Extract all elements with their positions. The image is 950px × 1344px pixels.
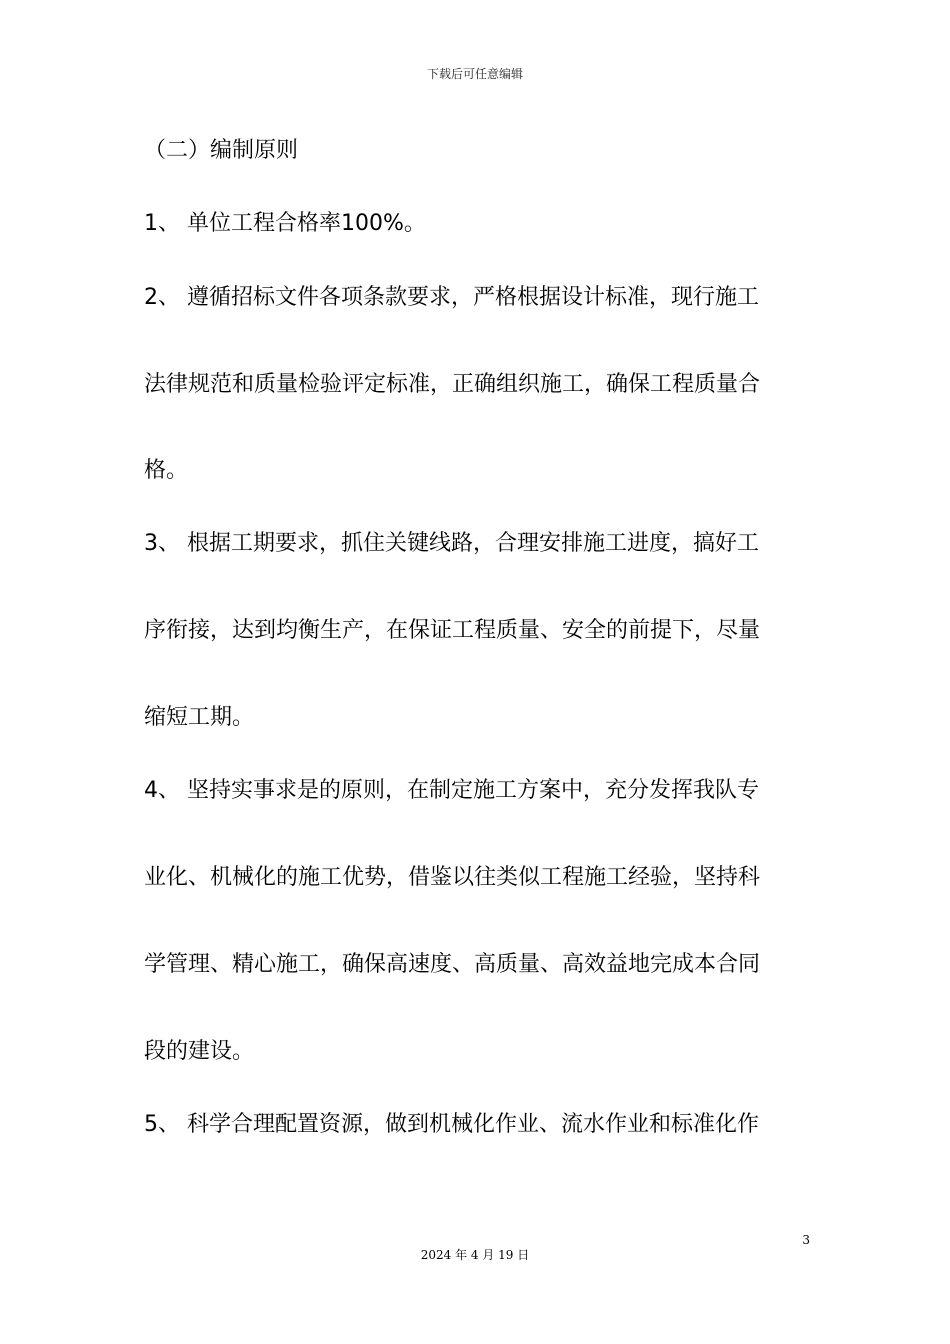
list-item-1: 1、 单位工程合格率100%。 <box>144 211 426 236</box>
list-item-2-line-3: 格。 <box>144 458 189 483</box>
list-item-3-line-3: 缩短工期。 <box>144 705 255 730</box>
list-item-4-line-3: 学管理、精心施工，确保高速度、高质量、高效益地完成本合同 <box>144 952 761 977</box>
list-item-3-line-1: 3、 根据工期要求，抓住关键线路，合理安排施工进度，搞好工 <box>144 531 759 556</box>
list-item-5-line-1: 5、 科学合理配置资源，做到机械化作业、流水作业和标准化作 <box>144 1112 759 1137</box>
section-heading: （二）编制原则 <box>144 138 299 163</box>
list-item-4-line-1: 4、 坚持实事求是的原则，在制定施工方案中，充分发挥我队专 <box>144 778 759 803</box>
page-header: 下载后可任意编辑 <box>426 67 523 81</box>
footer-date: 2024 年 4 月 19 日 <box>420 1248 530 1262</box>
list-item-2-line-1: 2、 遵循招标文件各项条款要求，严格根据设计标准，现行施工 <box>144 285 759 310</box>
page-number: 3 <box>802 1233 810 1247</box>
list-item-4-line-4: 段的建设。 <box>144 1039 255 1064</box>
list-item-2-line-2: 法律规范和质量检验评定标准，正确组织施工，确保工程质量合 <box>144 372 761 397</box>
list-item-4-line-2: 业化、机械化的施工优势，借鉴以往类似工程施工经验，坚持科 <box>144 865 761 890</box>
list-item-3-line-2: 序衔接，达到均衡生产，在保证工程质量、安全的前提下，尽量 <box>144 618 761 643</box>
